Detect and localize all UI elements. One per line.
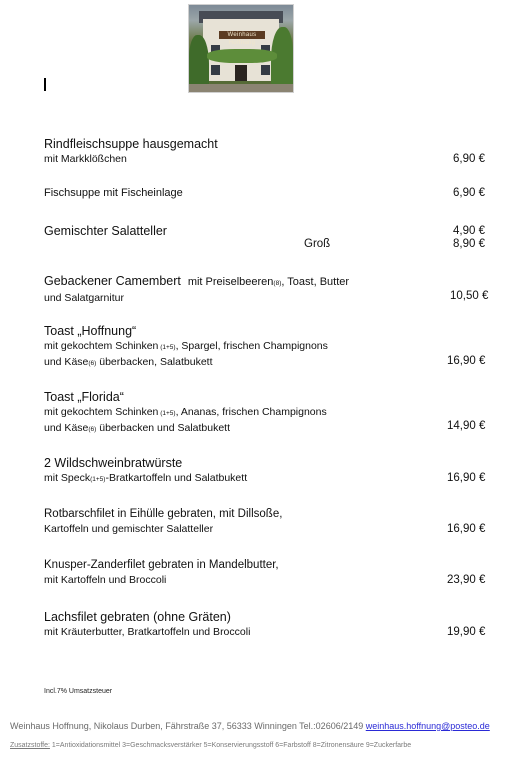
item-desc: mit Speck [44,472,91,484]
item-title: Lachsfilet gebraten (ohne Gräten) [44,610,231,624]
size-label: Groß [304,238,331,250]
item-price: 6,90 € [453,187,485,199]
footer-address-line [10,721,490,731]
item-price: 16,90 € [447,472,486,484]
menu-item-toast-hoffnung [44,324,504,371]
item-desc: mit Markklößchen [44,153,127,165]
menu-item-lachsfilet [44,610,504,640]
item-desc: , Ananas, frischen Champignons [175,406,327,418]
allergen-code: (6) [88,426,97,433]
photo-door [235,65,247,81]
additives-text: 1=Antioxidationsmittel 3=Geschmacksverstärker 5=Konservierungsstoff 6=Farbstoff 8=Zitronensäure 9=Zuckerfarbe [49,742,412,749]
menu-item-fischsuppe [44,186,504,201]
item-title: Toast „Hoffnung“ [44,324,137,338]
item-price: 10,50 € [450,290,489,302]
restaurant-photo [188,4,294,93]
item-price: 16,90 € [447,355,486,367]
menu-item-camembert [44,274,504,306]
menu-item-rindfleischsuppe [44,137,504,167]
additives-line [10,742,411,749]
item-title: Gebackener Camembert [44,274,181,288]
photo-street [189,84,293,92]
item-desc: mit Kräuterbutter, Bratkartoffeln und Broccoli [44,626,251,638]
menu-item-rotbarschfilet [44,507,504,537]
item-price-large: 8,90 € [453,238,485,250]
text-cursor [44,78,46,91]
item-desc: mit Kartoffeln und Broccoli [44,574,167,586]
item-title: Toast „Florida“ [44,390,124,404]
item-price: 6,90 € [453,153,485,165]
photo-sign: Weinhaus Hoffnung [219,31,265,39]
item-desc: -Bratkartoffeln und Salatbukett [105,472,248,484]
menu-item-toast-florida [44,390,504,437]
photo-vine [207,49,277,63]
item-title: Fischsuppe mit Fischeinlage [44,187,183,199]
item-desc: und Käse [44,422,89,434]
menu-item-zanderfilet [44,558,504,588]
item-price: 4,90 € [453,225,485,237]
photo-window [261,65,270,75]
item-title-rest: , Toast, Butter [281,276,350,288]
item-title: Rotbarschfilet in Eihülle gebraten, mit Dillsoße, [44,508,283,520]
allergen-code: (1+5) [158,344,176,351]
footer-address: Weinhaus Hoffnung, Nikolaus Durben, Fährstraße 37, 56333 Winningen Tel.:02606/2149 [10,721,366,731]
item-desc: und Käse [44,356,89,368]
item-price: 16,90 € [447,523,486,535]
item-desc: überbacken, Salatbukett [96,356,213,368]
item-desc: Kartoffeln und gemischter Salatteller [44,523,214,535]
item-desc: mit gekochtem Schinken [44,406,159,418]
item-desc: überbacken und Salatbukett [96,422,231,434]
item-price: 19,90 € [447,626,486,638]
item-price: 14,90 € [447,420,486,432]
item-title: Knusper-Zanderfilet gebraten in Mandelbutter, [44,559,279,571]
additives-label: Zusatzstoffe: [10,742,50,749]
item-desc: mit gekochtem Schinken [44,340,159,352]
allergen-code: (1+5) [90,476,106,483]
item-title: Rindfleischsuppe hausgemacht [44,137,218,151]
item-title: 2 Wildschweinbratwürste [44,456,183,470]
photo-window [211,65,220,75]
item-price: 23,90 € [447,574,486,586]
item-title-rest: mit Preiselbeeren [187,276,274,288]
email-link[interactable]: weinhaus.hoffnung@posteo.de [365,721,490,731]
menu-item-wildschweinbratwuerste [44,456,504,487]
menu-item-salatteller [44,224,504,250]
allergen-code: (6) [88,360,97,367]
item-title: Gemischter Salatteller [44,224,167,238]
item-desc: , Spargel, frischen Champignons [175,340,328,352]
allergen-code: (8) [273,280,282,287]
item-desc: und Salatgarnitur [44,292,124,304]
allergen-code: (1+5) [158,410,176,417]
tax-note: Incl.7% Umsatzsteuer [44,688,113,695]
